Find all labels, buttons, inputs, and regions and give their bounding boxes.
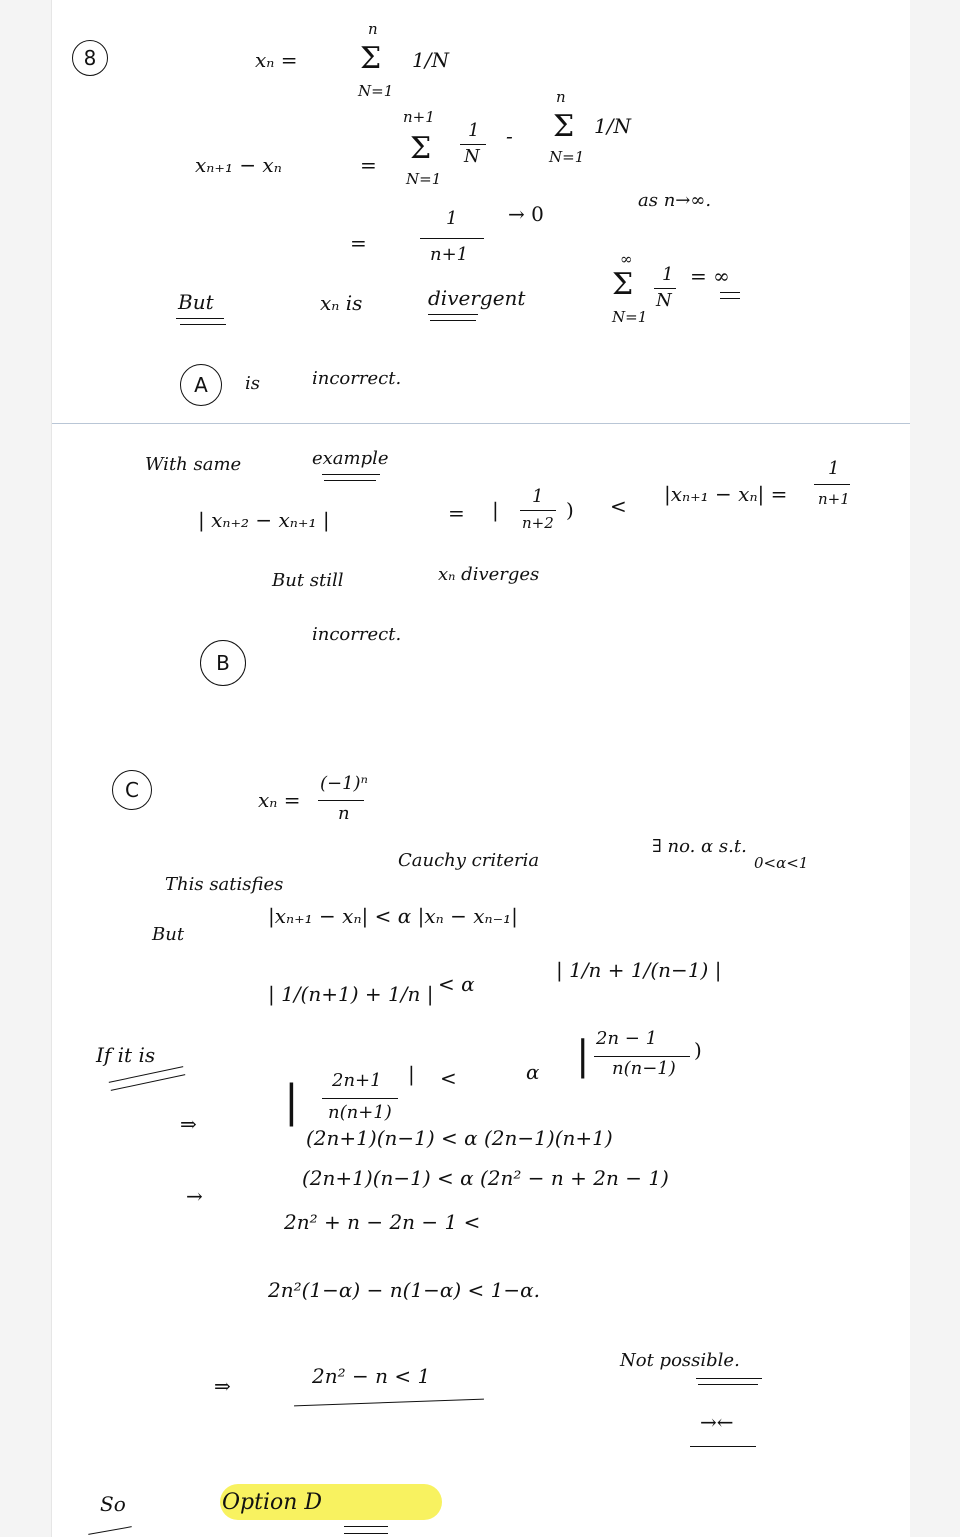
a-conclusion-text: incorrect. xyxy=(312,368,402,389)
a-line1-upper: n xyxy=(368,20,378,38)
b-ineq-lhs: | xₙ₊₂ − xₙ₊₁ | xyxy=(198,508,330,532)
a-line2-term1-den: N xyxy=(464,146,480,167)
option-a-badge: A xyxy=(180,364,222,406)
question-number-badge: 8 xyxy=(72,40,108,76)
b-ineq-mid-den: n+2 xyxy=(522,514,554,532)
c-line5: (2n+1)(n−1) < α (2n² − n + 2n − 1) xyxy=(302,1166,669,1190)
a-sum-term-den: N xyxy=(656,290,672,311)
c-line4: (2n+1)(n−1) < α (2n−1)(n+1) xyxy=(306,1126,613,1150)
b-ineq-lt: < xyxy=(610,494,627,518)
c-line3-mid: | xyxy=(408,1062,415,1086)
a-divergent-underline xyxy=(428,314,478,315)
c-line3-close-right: ) xyxy=(694,1038,702,1062)
c-line3-num-right: 2n − 1 xyxy=(596,1028,658,1049)
footer-answer-underline xyxy=(344,1526,388,1527)
c-exists: ∃ no. α s.t. xyxy=(652,836,747,857)
a-line3-den: n+1 xyxy=(430,244,469,265)
c-contradiction-underline xyxy=(690,1446,756,1447)
a-line1-sigma: Σ xyxy=(360,41,382,76)
a-xn-is: xₙ is xyxy=(320,291,363,315)
a-line3-note: as n→∞. xyxy=(638,190,712,211)
c-not-possible-underline xyxy=(696,1378,762,1379)
b-example-underline-2 xyxy=(324,480,376,481)
a-conclusion-is: is xyxy=(245,373,260,394)
b-ineq-mid-open: | xyxy=(492,498,499,522)
a-line2-minus: - xyxy=(506,124,513,148)
a-divergent: divergent xyxy=(428,286,526,310)
c-but: But xyxy=(152,924,185,945)
a-line3-num: 1 xyxy=(446,208,458,229)
c-xn-def: xₙ = xyxy=(258,788,301,812)
c-line8: 2n² − n < 1 xyxy=(312,1364,431,1388)
b-ineq-rhs-bar xyxy=(814,484,850,485)
b-ineq-mid-bar xyxy=(520,510,556,511)
a-sum-sigma: Σ xyxy=(612,267,634,302)
a-divergent-underline-2 xyxy=(430,320,476,321)
b-ineq-eq: = xyxy=(448,501,465,525)
c-line3-num-left: 2n+1 xyxy=(332,1070,382,1091)
a-line1-lhs: xₙ = xyxy=(255,48,298,72)
b-ineq-mid-close: ) xyxy=(566,498,574,522)
a-line1-lower: N=1 xyxy=(358,82,394,100)
c-not-possible: Not possible. xyxy=(620,1350,740,1371)
c-line2c: | 1/n + 1/(n−1) | xyxy=(556,958,722,982)
footer-answer: Option D xyxy=(222,1490,323,1515)
option-b-badge: B xyxy=(200,640,246,686)
c-implies-2: ⇒ xyxy=(214,1374,231,1398)
a-line1-term: 1/N xyxy=(412,48,449,72)
c-cauchy: Cauchy criteria xyxy=(398,850,540,871)
c-line7: 2n²(1−α) − n(1−α) < 1−α. xyxy=(268,1278,540,1302)
left-margin xyxy=(0,0,52,1537)
c-xn-den: n xyxy=(338,803,350,824)
c-line3-open: | xyxy=(284,1076,299,1127)
a-line2-lower1: N=1 xyxy=(406,170,442,188)
a-line2-term1-num: 1 xyxy=(468,120,480,141)
c-not-possible-underline-2 xyxy=(698,1384,758,1385)
b-with-same: With same xyxy=(145,454,242,475)
c-line3-open-right: | xyxy=(576,1033,590,1079)
a-but-underline xyxy=(176,318,224,319)
b-ineq-rhs-num: 1 xyxy=(828,458,840,479)
footer-answer-underline-2 xyxy=(344,1533,388,1534)
b-example: example xyxy=(312,448,389,469)
a-sum-result: = ∞ xyxy=(690,264,730,288)
b-but-still: But still xyxy=(272,570,344,591)
a-sum-result-underline-2 xyxy=(720,298,740,299)
c-if-it-is: If it is xyxy=(96,1043,156,1067)
a-line2-term2: 1/N xyxy=(594,114,631,138)
a-sum-lower: N=1 xyxy=(612,308,648,326)
right-margin xyxy=(910,0,960,1537)
c-line3-alpha: α xyxy=(526,1060,540,1084)
c-implies-1: ⇒ xyxy=(180,1112,197,1136)
a-sum-result-underline xyxy=(720,292,740,293)
b-incorrect: incorrect. xyxy=(312,624,402,645)
c-line3-den-right: n(n−1) xyxy=(612,1058,676,1079)
c-xn-num: (−1)ⁿ xyxy=(320,773,368,794)
b-ineq-mid-num: 1 xyxy=(532,486,544,507)
a-line3-bar xyxy=(420,238,484,239)
c-line3-den-left: n(n+1) xyxy=(328,1102,392,1123)
a-but: But xyxy=(178,290,214,314)
a-line2-lhs: xₙ₊₁ − xₙ xyxy=(195,153,282,177)
b-ineq-rhs: |xₙ₊₁ − xₙ| = xyxy=(664,482,788,506)
c-contradiction: →← xyxy=(700,1410,734,1434)
a-line2-eq: = xyxy=(360,153,377,177)
c-line2a: | 1/(n+1) + 1/n | xyxy=(268,982,434,1006)
a-sum-term-num: 1 xyxy=(662,264,674,285)
c-line3-bar-right xyxy=(594,1056,690,1057)
b-ineq-rhs-den: n+1 xyxy=(818,490,850,508)
c-line3-lt: < xyxy=(440,1066,457,1090)
a-line2-upper2: n xyxy=(556,88,566,106)
footer-so: So xyxy=(100,1492,126,1516)
c-xn-bar xyxy=(318,800,364,801)
section-divider xyxy=(52,423,910,424)
option-c-badge: C xyxy=(112,770,152,810)
c-line1: |xₙ₊₁ − xₙ| < α |xₙ − xₙ₋₁| xyxy=(268,904,518,928)
a-line2-sigma1: Σ xyxy=(410,131,432,166)
c-line2b: < α xyxy=(438,972,475,996)
a-line3-eq: = xyxy=(350,231,367,255)
a-but-underline-2 xyxy=(180,324,226,325)
c-line6: 2n² + n − 2n − 1 < xyxy=(284,1210,481,1234)
a-sum-term-bar xyxy=(654,288,676,289)
a-line2-term1-bar xyxy=(460,144,486,145)
c-line5-arrow: → xyxy=(186,1184,203,1208)
a-line2-lower2: N=1 xyxy=(549,148,585,166)
a-line2-upper1: n+1 xyxy=(403,108,435,126)
b-xn-diverges: xₙ diverges xyxy=(438,564,540,585)
a-sum-upper: ∞ xyxy=(620,250,633,268)
c-line3-bar-left xyxy=(322,1098,398,1099)
a-line3-arrow: → 0 xyxy=(508,202,544,226)
a-line2-sigma2: Σ xyxy=(553,109,575,144)
c-satisfies: This satisfies xyxy=(165,874,284,895)
c-alpha-range: 0<α<1 xyxy=(754,854,809,872)
note-page xyxy=(52,0,910,1537)
b-example-underline xyxy=(322,474,380,475)
